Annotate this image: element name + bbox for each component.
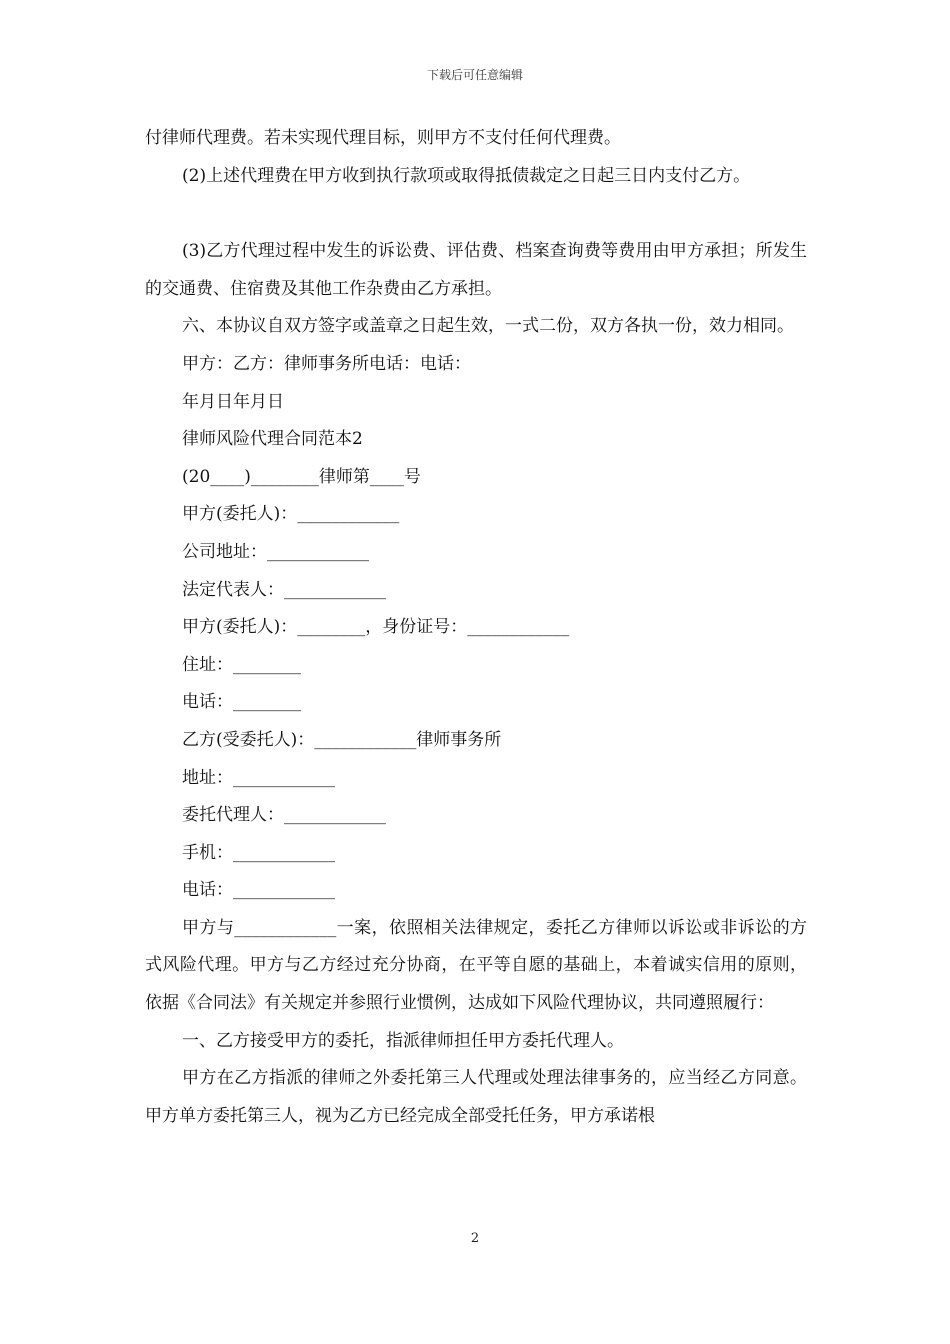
field-party-b-phone: 电话：____________	[182, 880, 335, 901]
clause-one: 一、乙方接受甲方的委托，指派律师担任甲方委托代理人。	[182, 1030, 624, 1051]
paragraph-expenses: (3)乙方代理过程中发生的诉讼费、评估费、档案查询费等费用由甲方承担；所发生的交通费、住宿费及其他工作杂费由乙方承担。	[145, 241, 807, 299]
field-agent: 委托代理人：____________	[182, 805, 386, 826]
field-party-a-individual: 甲方(委托人)：________，身份证号：____________	[182, 617, 570, 638]
paragraph-fee-continuation: 付律师代理费。若未实现代理目标，则甲方不支付任何代理费。	[145, 128, 621, 148]
page-header: 下载后可任意编辑	[426, 68, 523, 82]
field-legal-representative: 法定代表人：____________	[182, 579, 386, 600]
paragraph-gap	[145, 195, 807, 233]
field-mobile: 手机：____________	[182, 842, 335, 863]
paragraph-fee-payment-time: (2)上述代理费在甲方收到执行款项或取得抵债裁定之日起三日内支付乙方。	[182, 165, 751, 186]
date-line: 年月日年月日	[182, 391, 284, 412]
field-residence: 住址：________	[182, 654, 301, 675]
page-number: 2	[470, 1231, 480, 1246]
paragraph-effectiveness: 六、本协议自双方签字或盖章之日起生效，一式二份，双方各执一份，效力相同。	[182, 316, 794, 337]
document-body	[145, 120, 807, 1135]
field-party-a-company: 甲方(委托人)：____________	[182, 504, 400, 525]
signature-line: 甲方：乙方：律师事务所电话：电话：	[182, 353, 471, 374]
contract-number: (20____)________律师第____号	[182, 466, 421, 487]
field-party-b: 乙方(受委托人)：____________律师事务所	[182, 729, 502, 750]
clause-one-detail: 甲方在乙方指派的律师之外委托第三人代理或处理法律事务的，应当经乙方同意。甲方单方委托第三人，视为乙方已经完成全部受托任务，甲方承诺根	[145, 1068, 807, 1126]
field-company-address: 公司地址：____________	[182, 541, 369, 562]
field-party-a-phone: 电话：________	[182, 692, 301, 713]
field-party-b-address: 地址：____________	[182, 767, 335, 788]
paragraph-preamble: 甲方与____________一案，依照相关法律规定，委托乙方律师以诉讼或非诉讼的方式风险代理。甲方与乙方经过充分协商，在平等自愿的基础上，本着诚实信用的原则，依据《合同法》有关规定并参照行业惯例，达成如下风险代理协议，共同遵照履行：	[145, 917, 807, 1014]
contract-title: 律师风险代理合同范本2	[182, 429, 363, 450]
